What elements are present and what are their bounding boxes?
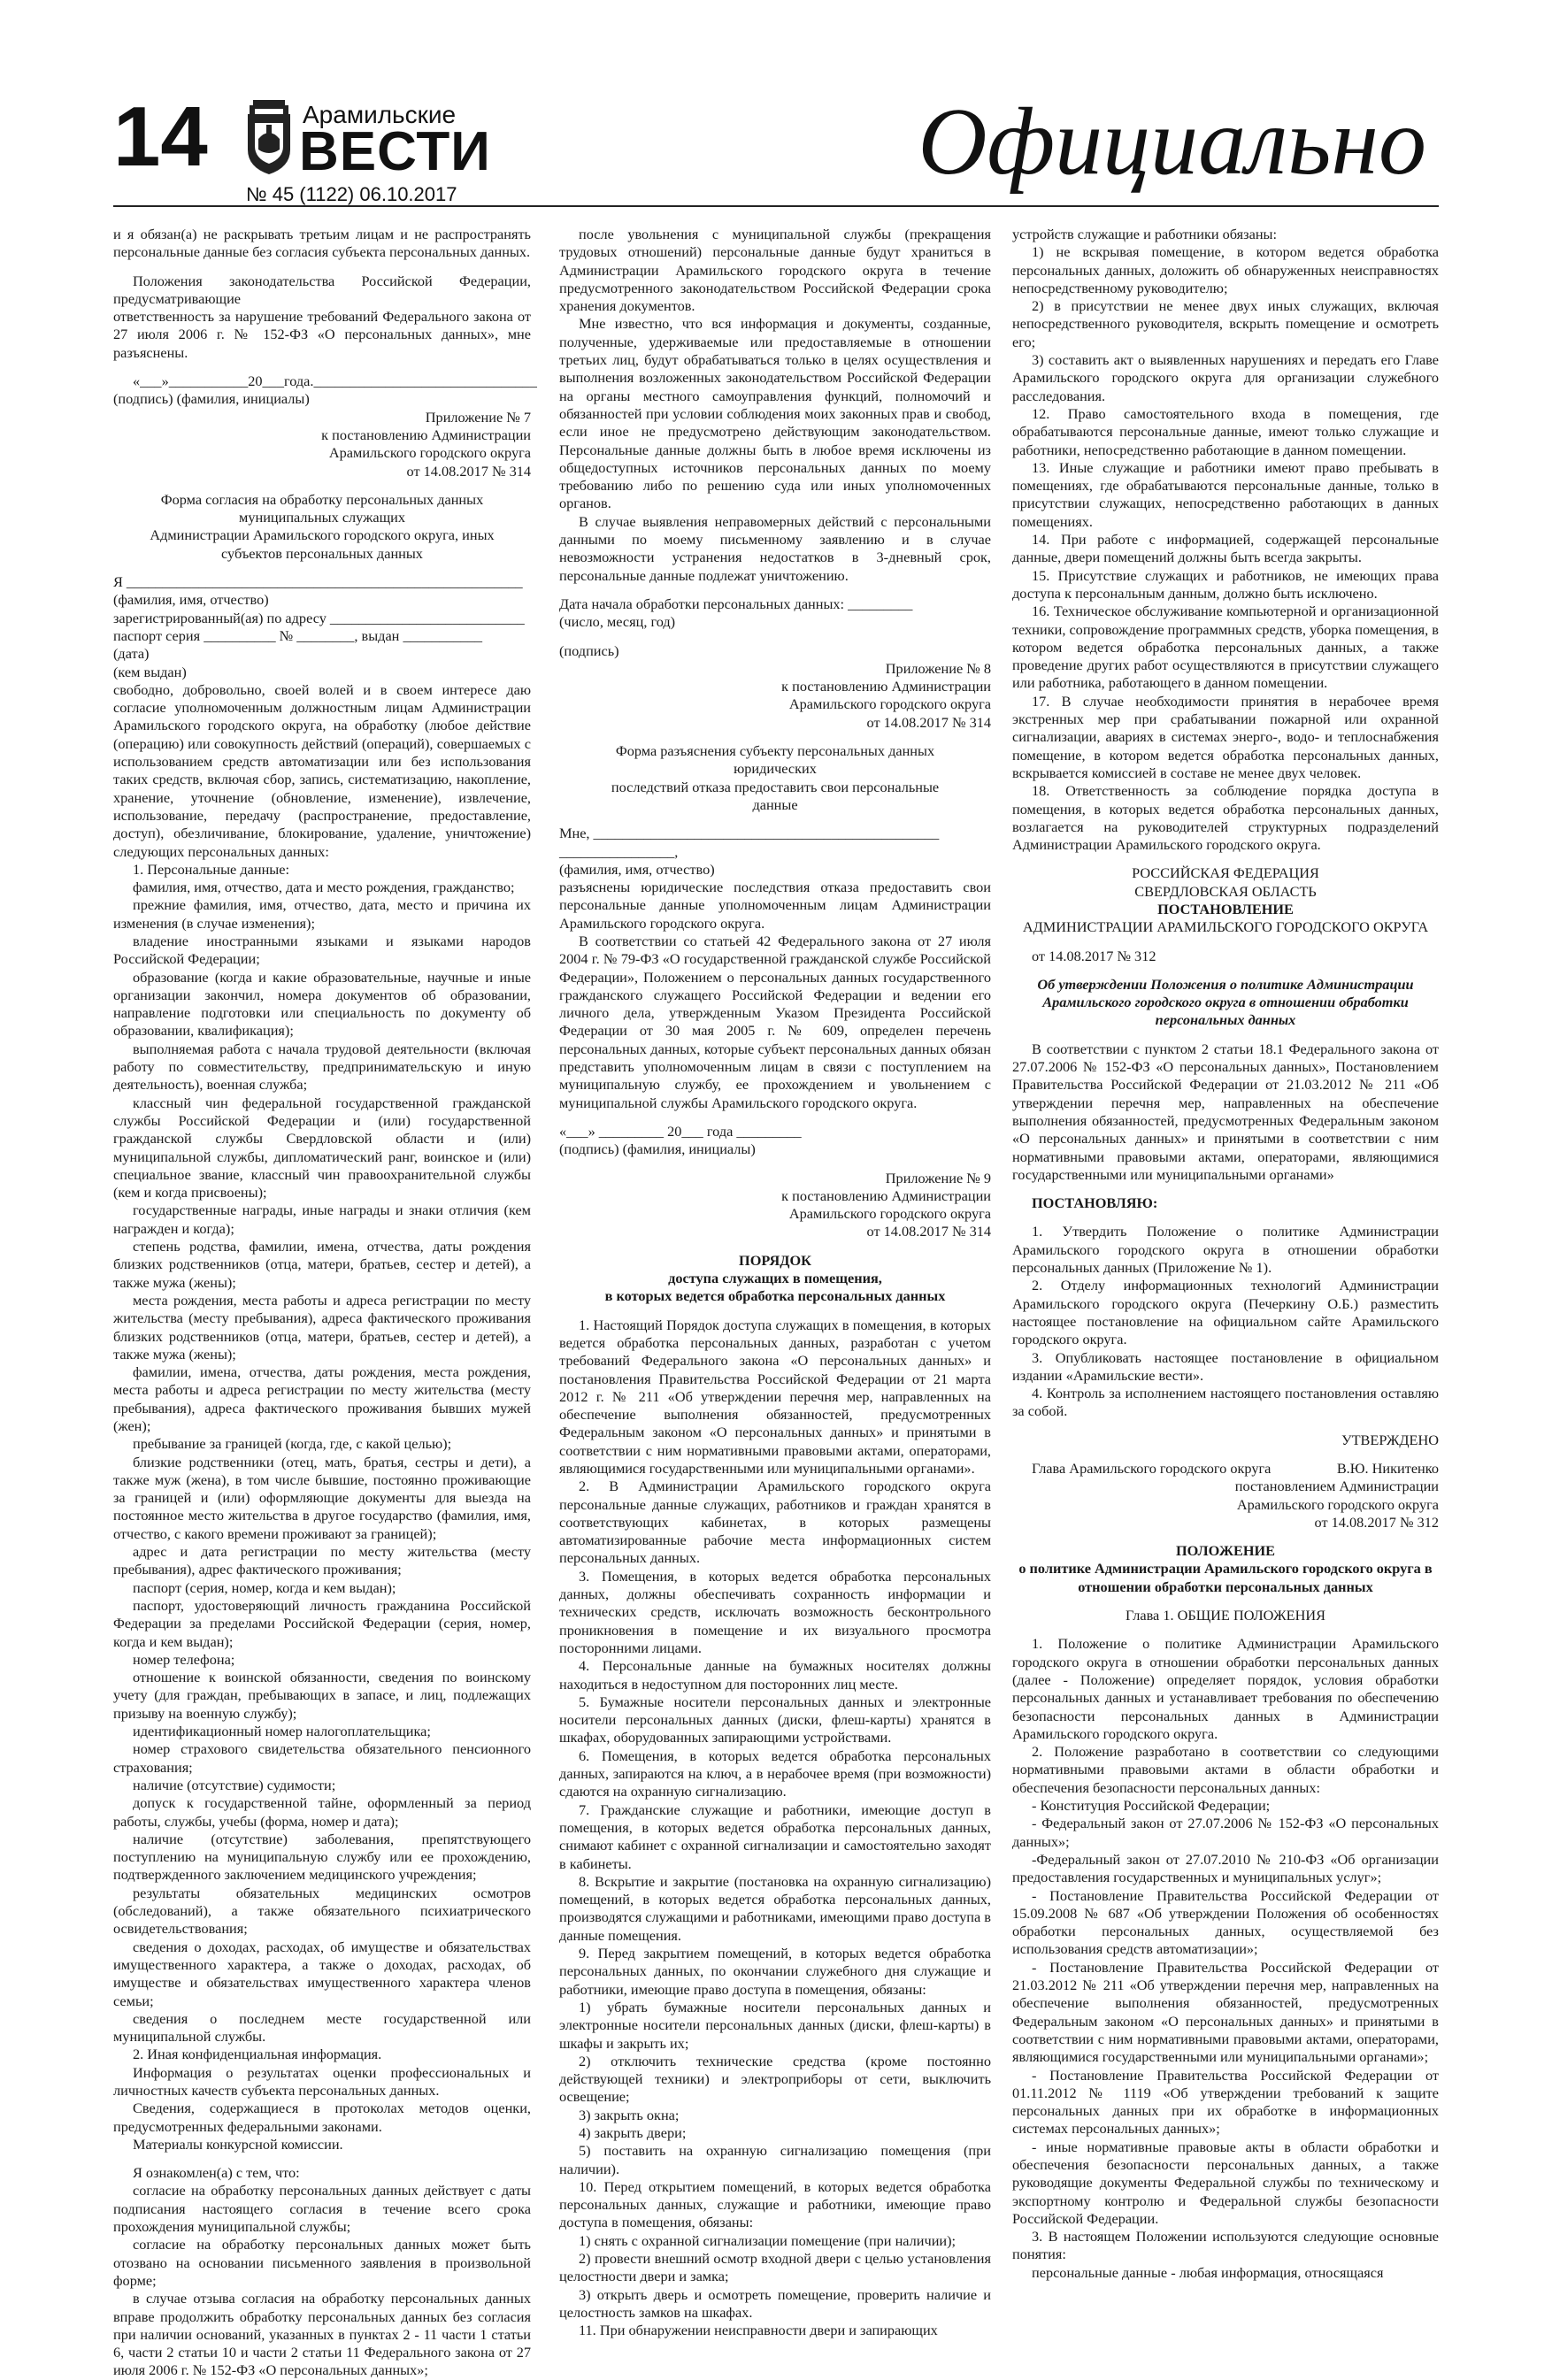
text-paragraph: 1. Положение о политике Администрации Арамильского городского округа в отношении обработки персональных данных (далее - Положение) определяет порядок, условия обработки персональных данных и устанавливает требования по обеспечению безопасности персональных данных в Администрации Арамильского городского округа. <box>1012 1635 1439 1742</box>
text-paragraph: 1) убрать бумажные носители персональных данных и электронные носители персональных данных (диски, флеш-карты) в шкафы и закрыть их; <box>559 1998 991 2052</box>
text-paragraph: 5) поставить на охранную сигнализацию помещения (при наличии). <box>559 2142 991 2177</box>
text-paragraph: паспорт, удостоверяющий личность гражданина Российской Федерации за пределами Российской Федерации (серия, номер, когда и кем выдан); <box>113 1596 531 1650</box>
text-paragraph: В случае выявления неправомерных действий с персональными данными по моему письменному заявлению и в случае невозможности устранения недостатков в 3-дневный срок, персональные данные подлежат уничтожению. <box>559 512 991 584</box>
text-paragraph: Арамильского городского округа <box>328 444 531 462</box>
text-paragraph: 3. Помещения, в которых ведется обработка персональных данных, должны обеспечивать сохранность информации и технических средств, исключать возможность бесконтрольного проникновения в помещение и их визуального просмотра посторонними лицами. <box>559 1567 991 1656</box>
text-paragraph: степень родства, фамилии, имена, отчества, даты рождения близких родственников (отца, матери, братьев, сестер и детей), а также мужа (жены); <box>113 1238 531 1291</box>
newspaper-name-main: ВЕСТИ <box>299 121 491 182</box>
text-paragraph: паспорт серия __________ № ________, выдан ___________ <box>113 626 483 644</box>
text-paragraph: 1. Настоящий Порядок доступа служащих в помещения, в которых ведется обработка персональных данных, разработан с учетом требований Федерального закона «О персональных данных» и постановления Правительства Российской Федерации от 21 марта 2012 г. № 211 «Об утверждении перечня мер, направленных на обеспечение выполнения обязанностей, предусмотренных Федеральным законом «О персональных данных» и принятыми в соответствии с ним нормативными правовыми актами, операторами, являющимися государственными или муниципальными органами». <box>559 1316 991 1477</box>
text-paragraph: ________________, <box>559 842 679 860</box>
text-paragraph: Форма согласия на обработку персональных данных <box>160 490 484 508</box>
text-paragraph: классный чин федеральной государственной гражданской службы Российской Федерации и (или) государственной гражданской службы Свердловской области и (или) муниципальной службы, дипломатический ранг, воинское и (или) специальное звание, классный чин правоохранительной службы (кем и когда присвоены); <box>113 1094 531 1202</box>
text-paragraph: фамилии, имена, отчества, даты рождения, места рождения, места работы и адреса регистрации по месту жительства (месту пребывания), адреса фактического проживания бывших мужей (жен); <box>113 1363 531 1434</box>
text-paragraph: последствий отказа предоставить свои персональные <box>611 778 940 795</box>
text-paragraph: Я _______________________________________________________ <box>113 573 523 591</box>
text-paragraph: 1) не вскрывая помещение, в котором ведется обработка персональных данных, доложить об обнаруженных неисправностях непосредственному руководителю; <box>1012 243 1439 296</box>
text-paragraph: данные <box>752 795 798 813</box>
text-paragraph: согласие на обработку персональных данных может быть отозвано на основании письменного заявления в произвольной форме; <box>113 2236 531 2289</box>
text-paragraph: 14. При работе с информацией, содержащей персональные данные, двери помещений должны быть всегда закрыты. <box>1012 531 1439 566</box>
masthead <box>113 84 1439 217</box>
text-paragraph: номер страхового свидетельства обязательного пенсионного страхования; <box>113 1740 531 1776</box>
text-paragraph: отношение к воинской обязанности, сведения по воинскому учету (для граждан, пребывающих в запасе, и лиц, подлежащих призыву на военную службу); <box>113 1669 531 1722</box>
text-paragraph: (подпись) (фамилия, инициалы) <box>113 390 310 408</box>
column-left <box>113 226 537 2379</box>
text-paragraph: (фамилия, имя, отчество) <box>113 591 269 609</box>
text-paragraph: ПОСТАНОВЛЕНИЕ <box>1157 900 1294 917</box>
text-paragraph: 2. Положение разработано в соответствии со следующими нормативными правовыми актами в области обработки и обеспечения безопасности персональных данных: <box>1012 1743 1439 1796</box>
text-paragraph: 17. В случае необходимости принятия в нерабочее время экстренных мер при срабатывании пожарной или охранной сигнализации, авариях в системах энерго-, водо- и теплоснабжения помещение, в котором ведется обработка персональных данных, вскрывается комиссией в составе не менее двух человек. <box>1012 692 1439 781</box>
signature-position: Глава Арамильского городского округа <box>1032 1460 1272 1477</box>
text-paragraph: 6. Помещения, в которых ведется обработка персональных данных, запираются на ключ, а в нерабочее время (при возможности) сдаются на охранную сигнализацию. <box>559 1747 991 1800</box>
text-paragraph: персональные данные - любая информация, относящаяся <box>1032 2263 1384 2281</box>
text-paragraph: Глава 1. ОБЩИЕ ПОЛОЖЕНИЯ <box>1126 1607 1325 1624</box>
coat-of-arms-icon <box>244 100 294 174</box>
text-paragraph: 11. При обнаружении неисправности двери и запирающих <box>579 2322 938 2339</box>
signature-name: В.Ю. Никитенко <box>1336 1460 1439 1477</box>
text-paragraph: Об утверждении Положения о политике Администрации Арамильского городского округа в отношении обработки персональных данных <box>1037 975 1414 1029</box>
text-paragraph: выполняемая работа с начала трудовой деятельности (включая работу по совместительству, предпринимательскую и иную деятельность), военная служба; <box>113 1040 531 1094</box>
text-paragraph: Арамильского городского округа <box>788 1205 991 1223</box>
text-paragraph: идентификационный номер налогоплательщика; <box>133 1723 431 1740</box>
text-paragraph: владение иностранными языками и языками народов Российской Федерации; <box>113 932 531 968</box>
text-paragraph: (подпись) (фамилия, инициалы) <box>559 1140 756 1158</box>
text-paragraph: 2) провести внешний осмотр входной двери с целью установления целостности двери и замка; <box>559 2250 991 2285</box>
issue-line: № 45 (1122) 06.10.2017 <box>246 183 457 205</box>
text-paragraph: (дата) <box>113 645 150 663</box>
text-paragraph: адрес и дата регистрации по месту жительства (месту пребывания), адрес фактического проживания; <box>113 1543 531 1578</box>
text-paragraph: 3. В настоящем Положении используются следующие основные понятия: <box>1012 2228 1439 2263</box>
text-paragraph: 4) закрыть двери; <box>579 2123 687 2141</box>
text-paragraph: Мне известно, что вся информация и документы, созданные, полученные, удерживаемые или предоставляемые в отношении третьих лиц, будут обрабатываться только в целях осуществления и выполнения возложенных законодательством Российской Федерации на органы местного самоуправления функций, полномочий и обязанностей при условии соблюдения моих законных прав и свобод, если иное не предусмотрено действующим законодательством. Персональные данные должны быть в любое время исключены из общедоступных источников персональных данных по моему требованию либо по решению суда или иных уполномоченных органов. <box>559 315 991 512</box>
text-paragraph: 3. Опубликовать настоящее постановление в официальном издании «Арамильские вести». <box>1012 1348 1439 1384</box>
header-rule <box>113 205 1439 207</box>
text-paragraph: «___» _________ 20___ года _________ <box>559 1122 802 1140</box>
text-paragraph: Дата начала обработки персональных данных: _________ <box>559 595 913 612</box>
text-paragraph: пребывание за границей (когда, где, с какой целью); <box>133 1435 452 1453</box>
text-paragraph: паспорт (серия, номер, когда и кем выдан); <box>133 1578 396 1596</box>
text-paragraph: к постановлению Администрации <box>321 426 531 443</box>
text-paragraph: 9. Перед закрытием помещений, в которых ведется обработка персональных данных, по окончании служебного дня служащие и работники, имеющие право доступа в помещения, обязаны: <box>559 1945 991 1998</box>
text-paragraph: от 14.08.2017 № 314 <box>866 713 991 731</box>
text-paragraph: «___»___________20___года._______________________________ <box>133 372 537 390</box>
text-paragraph: фамилия, имя, отчество, дата и место рождения, гражданство; <box>133 879 515 896</box>
column-right <box>1012 226 1439 2281</box>
text-paragraph: 2) отключить технические средства (кроме постоянно действующей техники) и электроприборы от сети, выключить освещение; <box>559 2052 991 2106</box>
text-paragraph: 18. Ответственность за соблюдение порядка доступа в помещения, в которых ведется обработка персональных данных, возлагается на руководителей структурных подразделений Администрации Арамильского городского округа. <box>1012 782 1439 854</box>
text-paragraph: (кем выдан) <box>113 663 187 680</box>
text-paragraph: 2. Отделу информационных технологий Администрации Арамильского городского округа (Печеркину О.Б.) разместить настоящее постановление на официальном сайте Арамильского городского округа. <box>1012 1277 1439 1348</box>
text-paragraph: ПОРЯДОК <box>739 1251 811 1269</box>
text-paragraph: 1. Персональные данные: <box>133 860 289 878</box>
text-paragraph: 10. Перед открытием помещений, в которых ведется обработка персональных данных, служащие и работники, имеющие право доступа в помещения, обязаны: <box>559 2177 991 2231</box>
text-paragraph: ответственность за нарушение требований Федерального закона от 27 июля 2006 г. № 152-ФЗ «О персональных данных», мне разъяснены. <box>113 308 531 361</box>
text-paragraph: УТВЕРЖДЕНО <box>1341 1431 1439 1448</box>
text-paragraph: к постановлению Администрации <box>781 1186 991 1204</box>
text-paragraph: разъяснены юридические последствия отказа предоставить свои персональные данные уполномоченным лицам Администрации Арамильского городского округа. <box>559 879 991 932</box>
text-paragraph: 2. В Администрации Арамильского городского округа персональные данные служащих, работников и граждан хранятся в соответствующих кабинетах, в которых размещены автоматизированные рабочие места информационных систем персональных данных. <box>559 1478 991 1567</box>
text-paragraph: В соответствии с пунктом 2 статьи 18.1 Федерального закона от 27.07.2006 № 152-ФЗ «О персональных данных», Постановлением Правительства Российской Федерации от 21.03.2012 № 211 «Об утверждении перечня мер, направленных на обеспечение выполнения обязанностей, предусмотренных Федеральным законом «О персональных данных» и принятыми в соответствии с ним нормативными правовыми актами, операторами, являющимися государственными или муниципальными органами» <box>1012 1040 1439 1183</box>
text-paragraph: Материалы конкурсной комиссии. <box>133 2135 343 2153</box>
text-paragraph: согласие на обработку персональных данных действует с даты подписания настоящего согласия в течение всего срока прохождения муниципальной службы; <box>113 2182 531 2236</box>
text-paragraph: (подпись) <box>559 641 619 659</box>
text-paragraph: - Постановление Правительства Российской Федерации от 21.03.2012 № 211 «Об утверждении перечня мер, направленных на обеспечение выполнения обязанностей, предусмотренных Федеральным законом «О персональных данных» и принятыми в соответствии с ним нормативными правовыми актами, операторами, являющимися государственными или муниципальными органами»; <box>1012 1958 1439 2066</box>
text-paragraph: 3) открыть дверь и осмотреть помещение, проверить наличие и целостность замков на шкафах. <box>559 2285 991 2321</box>
text-paragraph: от 14.08.2017 № 312 <box>1032 947 1156 964</box>
text-paragraph: сведения о доходах, расходах, об имуществе и обязательствах имущественного характера, а также о доходах, расходах, об имуществе и обязательствах имущественного характера членов семьи; <box>113 1938 531 2009</box>
text-paragraph: и я обязан(а) не раскрывать третьим лицам и не распространять персональные данные без согласия субъекта персональных данных. <box>113 226 531 261</box>
text-paragraph: места рождения, места работы и адреса регистрации по месту жительства (месту пребывания), адреса фактического проживания близких родственников (отца, матери, братьев, сестер и детей), а также мужа (жены); <box>113 1291 531 1363</box>
text-paragraph: после увольнения с муниципальной службы (прекращения трудовых отношений) персональные данные будут храниться в Администрации Арамильского городского округа в течение предусмотренного законодательством Российской Федерации срока хранения документов. <box>559 226 991 315</box>
text-paragraph: - Конституция Российской Федерации; <box>1032 1797 1271 1815</box>
text-paragraph: от 14.08.2017 № 312 <box>1314 1513 1439 1531</box>
text-paragraph: 5. Бумажные носители персональных данных и электронные носители персональных данных (диски, флеш-карты) хранятся в шкафах, оборудованных запирающими устройствами. <box>559 1693 991 1747</box>
text-paragraph: АДМИНИСТРАЦИИ АРАМИЛЬСКОГО ГОРОДСКОГО ОКРУГА <box>1022 918 1429 936</box>
text-paragraph: зарегистрированный(ая) по адресу ___________________________ <box>113 609 525 626</box>
text-paragraph: Арамильского городского округа <box>788 695 991 713</box>
text-paragraph: Мне, ________________________________________________ <box>559 825 940 842</box>
text-paragraph: Форма разъяснения субъекту персональных данных <box>615 742 935 760</box>
text-paragraph: доступа служащих в помещения, <box>668 1270 882 1287</box>
text-paragraph: 16. Техническое обслуживание компьютерной и организационной техники, сопровождение программных средств, уборка помещения, в котором ведется обработка персональных данных, а также проведение других работ осуществляются в присутствии служащего или работника, работающего в данном помещении. <box>1012 603 1439 692</box>
text-paragraph: 1. Утвердить Положение о политике Администрации Арамильского городского округа в отношении обработки персональных данных (Приложение № 1). <box>1012 1223 1439 1277</box>
text-paragraph: от 14.08.2017 № 314 <box>866 1223 991 1240</box>
text-paragraph: муниципальных служащих <box>239 509 405 526</box>
text-paragraph: (число, месяц, год) <box>559 613 676 631</box>
text-paragraph: 13. Иные служащие и работники имеют право пребывать в помещениях, где обрабатываются персональные данные, только в присутствии служащих, непосредственно работающих в данных помещениях. <box>1012 458 1439 530</box>
text-paragraph: - Постановление Правительства Российской Федерации от 01.11.2012 № 1119 «Об утверждении требований к защите персональных данных при их обработке в информационных системах персональных данных»; <box>1012 2066 1439 2138</box>
text-paragraph: ПОСТАНОВЛЯЮ: <box>1032 1194 1158 1212</box>
text-paragraph: Администрации Арамильского городского округа, иных <box>150 526 495 544</box>
text-paragraph: Информация о результатах оценки профессиональных и личностных качеств субъекта персональных данных. <box>113 2063 531 2099</box>
text-paragraph: В соответствии со статьей 42 Федерального закона от 27 июля 2004 г. № 79-ФЗ «О государственной гражданской службе Российской Федерации», Положением о персональных данных государственного гражданского служащего Российской Федерации и ведении его личного дела, утвержденным Указом Президента Российской Федерации от 30 мая 2005 г. № 609, определен перечень персональных данных, которые субъект персональных данных обязан представить уполномоченным лицам в связи с поступлением на муниципальную службу, ее прохождением и увольнением с муниципальной службы Арамильского городского округа. <box>559 932 991 1111</box>
text-paragraph: 7. Гражданские служащие и работники, имеющие доступ в помещения, в которых ведется обработка персональных данных, снимают кабинет с охранной сигнализации и самостоятельно заходят в кабинеты. <box>559 1800 991 1872</box>
text-paragraph: - Федеральный закон от 27.07.2006 № 152-ФЗ «О персональных данных»; <box>1012 1815 1439 1850</box>
text-paragraph: в которых ведется обработка персональных данных <box>604 1287 946 1305</box>
text-paragraph: Арамильского городского округа <box>1236 1495 1439 1513</box>
section-title: Официально <box>918 89 1426 195</box>
text-paragraph: Сведения, содержащиеся в протоколах методов оценки, предусмотренных федеральными законами. <box>113 2100 531 2135</box>
text-paragraph: 4. Контроль за исполнением настоящего постановления оставляю за собой. <box>1012 1385 1439 1420</box>
text-paragraph: постановлением Администрации <box>1234 1478 1439 1495</box>
page-number: 14 <box>113 89 208 184</box>
text-paragraph: о политике Администрации Арамильского городского округа в отношении обработки персональных данных <box>1018 1560 1433 1595</box>
text-paragraph: государственные награды, иные награды и знаки отличия (кем награжден и когда); <box>113 1202 531 1237</box>
text-paragraph: -Федеральный закон от 27.07.2010 № 210-ФЗ «Об организации предоставления государственных и муниципальных услуг»; <box>1012 1850 1439 1886</box>
text-paragraph: (фамилия, имя, отчество) <box>559 860 715 878</box>
text-paragraph: от 14.08.2017 № 314 <box>406 462 531 480</box>
text-paragraph: Приложение № 8 <box>885 659 991 677</box>
text-paragraph: 3) закрыть окна; <box>579 2106 680 2123</box>
text-paragraph: свободно, добровольно, своей волей и в своем интересе даю согласие уполномоченным должностным лицам Администрации Арамильского городского округа, на обработку (любое действие (операцию) или совокупность действий (операций), совершаемых с использованием средств автоматизации или без использования таких средств, включая сбор, запись, систематизацию, накопление, хранение, уточнение (обновление, изменение), извлечение, использование, передачу (распространение, предоставление, доступ), обезличивание, блокирование, удаление, уничтожение) следующих персональных данных: <box>113 680 531 860</box>
text-paragraph: - Постановление Правительства Российской Федерации от 15.09.2008 № 687 «Об утверждении Положения об особенностях обработки персональных данных, осуществляемой без использования средств автоматизации»; <box>1012 1886 1439 1958</box>
text-paragraph: Приложение № 7 <box>425 408 531 426</box>
text-paragraph: сведения о последнем месте государственной или муниципальной службы. <box>113 2009 531 2046</box>
text-paragraph: ПОЛОЖЕНИЕ <box>1175 1542 1276 1560</box>
text-paragraph: номер телефона; <box>133 1650 235 1668</box>
text-paragraph: Положения законодательства Российской Федерации, предусматривающие <box>113 272 531 307</box>
column-middle <box>559 226 991 2339</box>
text-paragraph: 15. Присутствие служащих и работников, не имеющих права доступа к персональным данным, должно быть исключено. <box>1012 566 1439 602</box>
text-paragraph: устройств служащие и работники обязаны: <box>1012 226 1278 242</box>
text-paragraph: Я ознакомлен(а) с тем, что: <box>133 2164 300 2182</box>
text-paragraph: в случае отзыва согласия на обработку персональных данных вправе продолжить обработку персональных данных без согласия при наличии оснований, указанных в пунктах 2 - 11 части 1 статьи 6, части 2 статьи 10 и части 2 статьи 11 Федерального закона от 27 июля 2006 г. № 152-ФЗ «О персональных данных»; <box>113 2290 531 2379</box>
text-paragraph: наличие (отсутствие) судимости; <box>133 1776 336 1793</box>
signature-line <box>1012 1460 1439 1478</box>
text-paragraph: близкие родственники (отец, мать, братья, сестры и дети), а также муж (жена), в том числе бывшие, постоянно проживающие за границей и (или) оформляющие документы для выезда на постоянное место жительства в другое государство (фамилия, имя, отчество, с какого времени проживают за границей); <box>113 1453 531 1542</box>
text-paragraph: к постановлению Администрации <box>781 678 991 695</box>
text-paragraph: 1) снять с охранной сигнализации помещение (при наличии); <box>579 2231 957 2249</box>
text-paragraph: СВЕРДЛОВСКАЯ ОБЛАСТЬ <box>1134 882 1317 900</box>
text-paragraph: 2. Иная конфиденциальная информация. <box>133 2046 382 2063</box>
text-paragraph: субъектов персональных данных <box>221 544 423 562</box>
text-paragraph: РОССИЙСКАЯ ФЕДЕРАЦИЯ <box>1132 864 1319 882</box>
text-paragraph: 4. Персональные данные на бумажных носителях должны находиться в недоступном для посторонних лиц месте. <box>559 1657 991 1693</box>
text-paragraph: Приложение № 9 <box>885 1169 991 1186</box>
text-paragraph: 3) составить акт о выявленных нарушениях и передать его Главе Арамильского городского округа для организации служебного расследования. <box>1012 351 1439 404</box>
text-paragraph: 8. Вскрытие и закрытие (постановка на охранную сигнализацию) помещений, в которых ведется обработка персональных данных, производятся служащими и работниками, имеющими право доступа в данные помещения. <box>559 1872 991 1944</box>
text-paragraph: 12. Право самостоятельного входа в помещения, где обрабатываются персональные данные, имеют только служащие и работники, непосредственно работающие в данном помещении. <box>1012 404 1439 458</box>
text-paragraph: прежние фамилия, имя, отчество, дата, место и причина их изменения (в случае изменения); <box>113 896 531 932</box>
text-paragraph: образование (когда и какие образовательные, научные и иные организации закончил, номера документов об образовании, направление подготовки или специальность по документу об образовании, квалификация); <box>113 968 531 1040</box>
text-paragraph: 2) в присутствии не менее двух иных служащих, включая непосредственного руководителя, вскрыть помещение и осмотреть его; <box>1012 297 1439 350</box>
text-paragraph: юридических <box>734 760 817 778</box>
text-paragraph: допуск к государственной тайне, оформленный за период работы, службы, учебы (форма, номер и дата); <box>113 1794 531 1830</box>
newspaper-name-top: Арамильские <box>303 101 457 128</box>
text-paragraph: наличие (отсутствие) заболевания, препятствующего поступлению на муниципальную службу или ее прохождению, подтвержденного заключением медицинского учреждения; <box>113 1830 531 1884</box>
text-paragraph: - иные нормативные правовые акты в области обработки и обеспечения безопасности персональных данных, а также руководящие документы Федеральной службы по техническому и экспортному контролю и Федеральной службы безопасности Российской Федерации. <box>1012 2138 1439 2227</box>
text-paragraph: результаты обязательных медицинских осмотров (обследований), а также обязательного психиатрического освидетельствования; <box>113 1884 531 1938</box>
